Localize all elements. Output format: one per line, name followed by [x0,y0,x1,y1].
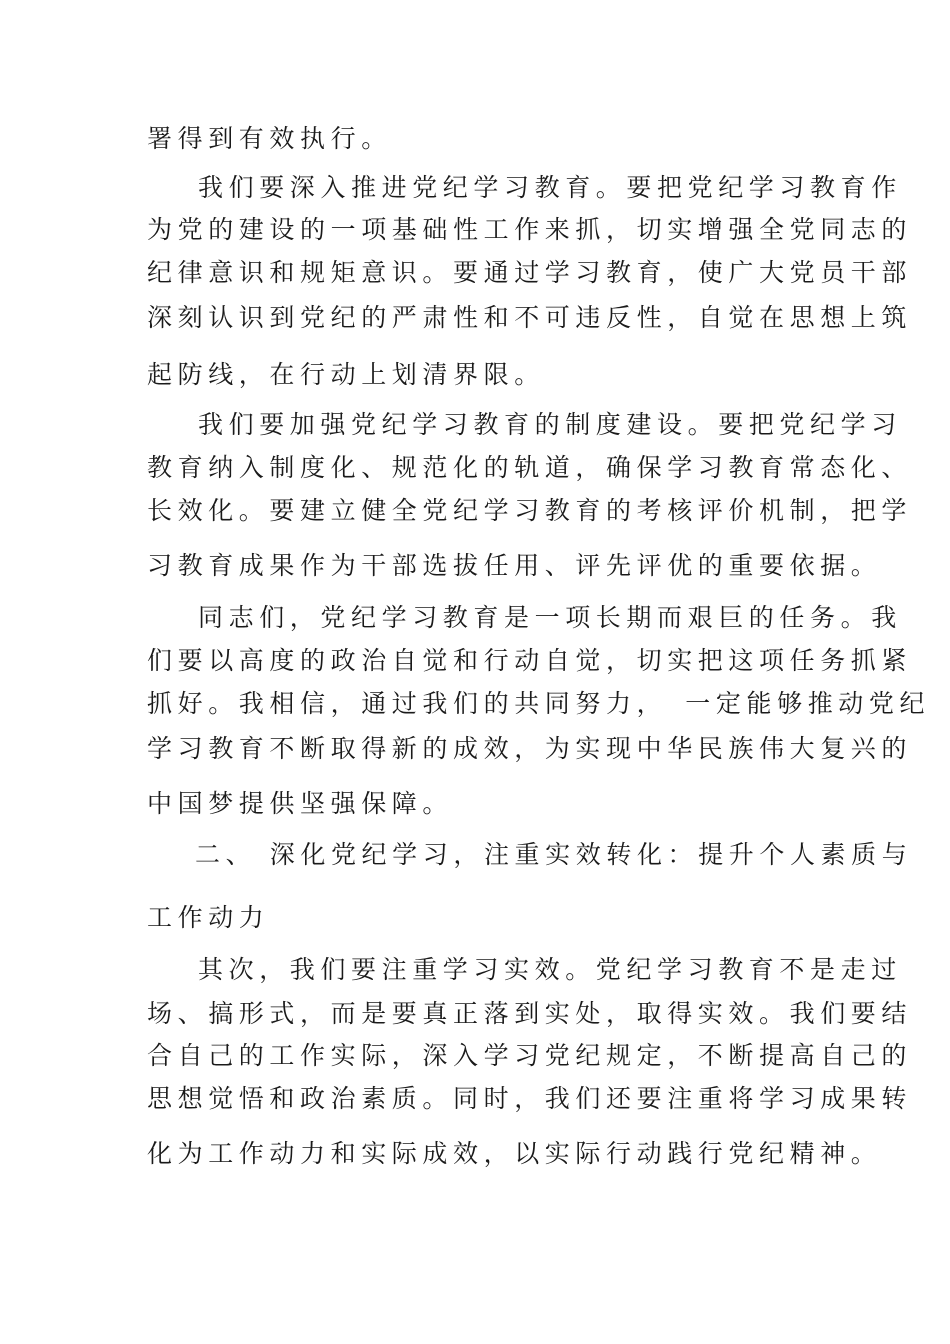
paragraph-line: 习教育成果作为干部选拔任用、评先评优的重要依据。 [147,551,882,580]
paragraph-line: 其次，我们要注重学习实效。党纪学习教育不是走过 [198,955,902,984]
paragraph-line: 我们要加强党纪学习教育的制度建设。要把党纪学习 [198,410,902,439]
paragraph-line: 合自己的工作实际，深入学习党纪规定，不断提高自己的 [147,1041,913,1070]
paragraph-line: 我们要深入推进党纪学习教育。要把党纪学习教育作 [198,173,902,202]
paragraph-line: 抓好。我相信，通过我们的共同努力， 一定能够推动党纪 [147,689,931,718]
paragraph-line: 化为工作动力和实际成效，以实际行动践行党纪精神。 [147,1139,882,1168]
paragraph-line: 长效化。要建立健全党纪学习教育的考核评价机制，把学 [147,496,913,525]
paragraph-line: 深刻认识到党纪的严肃性和不可违反性，自觉在思想上筑 [147,303,913,332]
paragraph-line: 纪律意识和规矩意识。要通过学习教育，使广大党员干部 [147,258,913,287]
paragraph-line: 教育纳入制度化、规范化的轨道，确保学习教育常态化、 [147,453,913,482]
paragraph-line: 为党的建设的一项基础性工作来抓，切实增强全党同志的 [147,215,913,244]
paragraph-line: 学习教育不断取得新的成效，为实现中华民族伟大复兴的 [147,734,913,763]
paragraph-line: 中国梦提供坚强保障。 [147,789,454,818]
paragraph-line: 们要以高度的政治自觉和行动自觉，切实把这项任务抓紧 [147,646,913,675]
section-heading: 二、 深化党纪学习，注重实效转化：提升个人素质与 [195,840,913,869]
paragraph-line: 场、搞形式，而是要真正落到实处，取得实效。我们要结 [147,999,913,1028]
paragraph-line: 同志们，党纪学习教育是一项长期而艰巨的任务。我 [198,603,902,632]
paragraph-line: 起防线，在行动上划清界限。 [147,360,545,389]
paragraph-line: 署得到有效执行。 [147,124,392,153]
section-heading-continued: 工作动力 [147,903,270,932]
paragraph-line: 思想觉悟和政治素质。同时，我们还要注重将学习成果转 [147,1084,913,1113]
